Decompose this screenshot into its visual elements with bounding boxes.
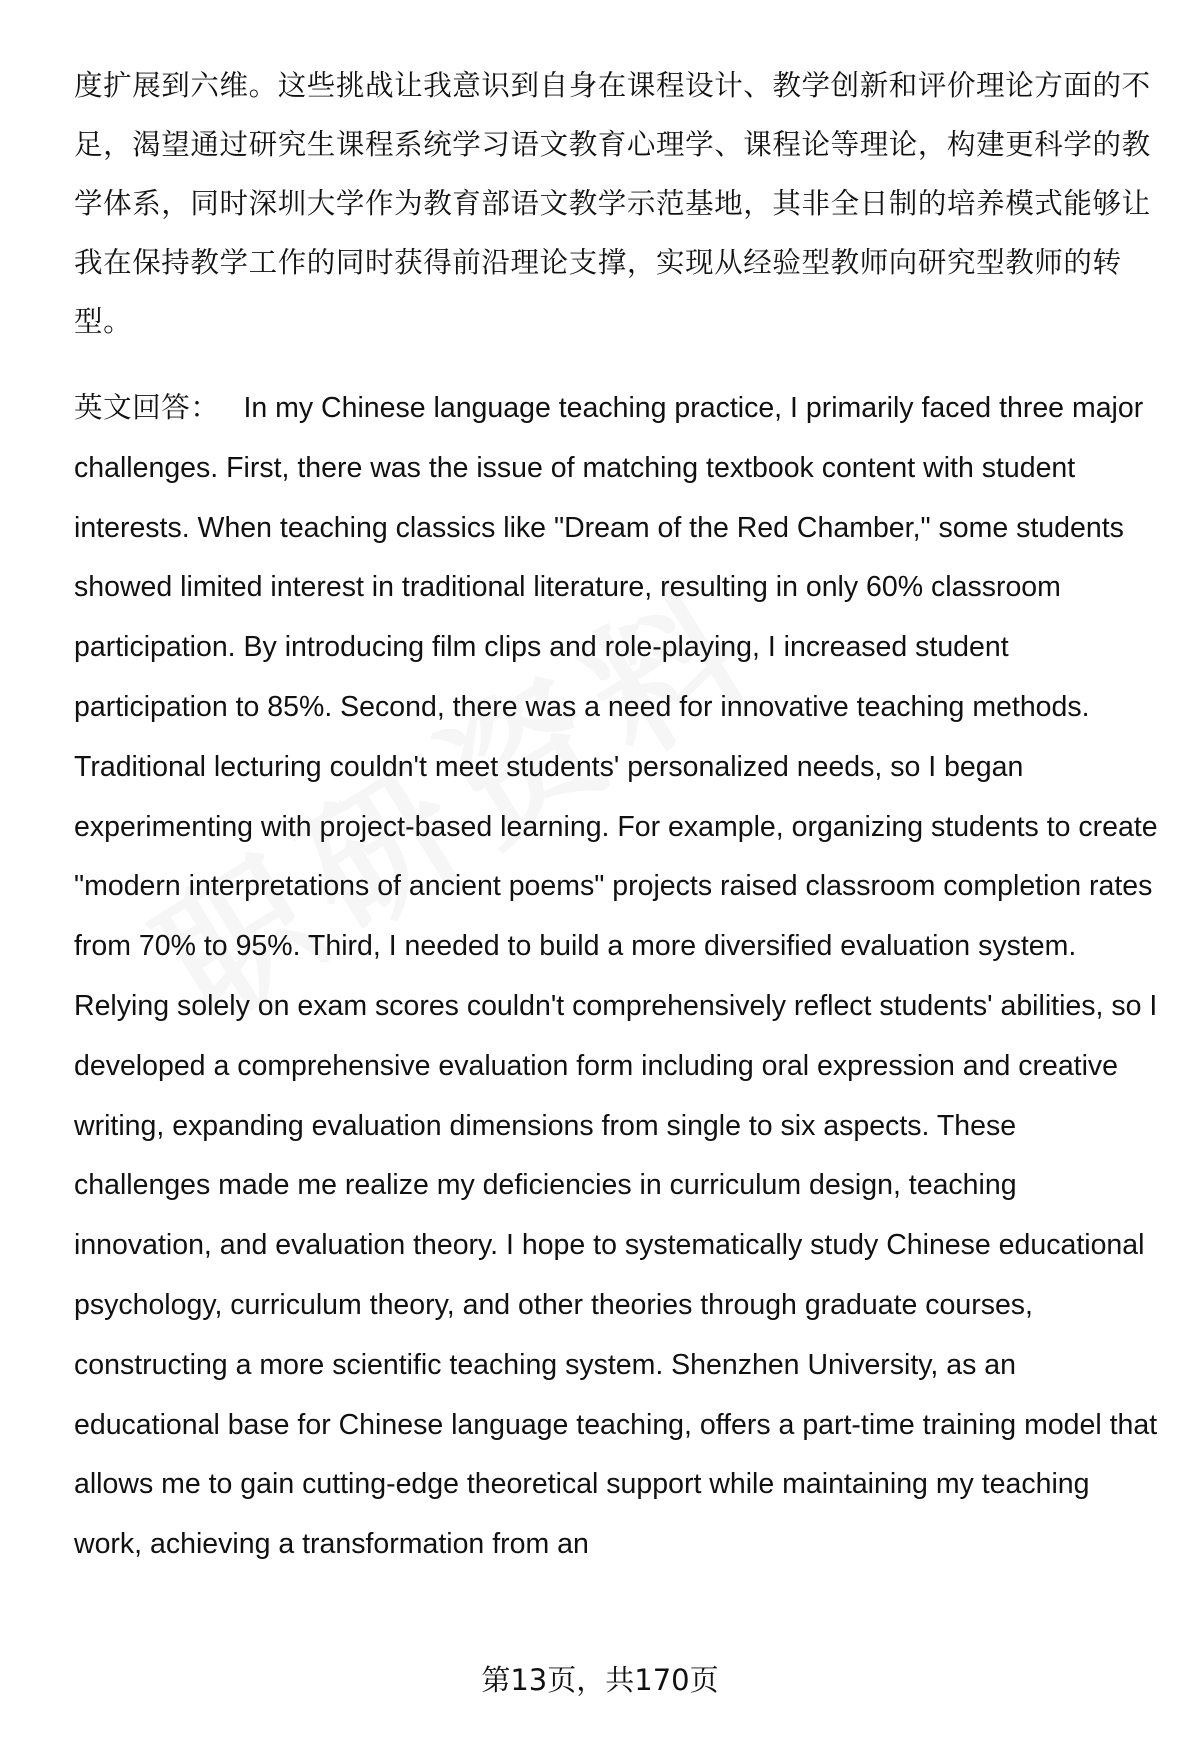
- page-number: 第13页，共170页: [481, 1663, 719, 1697]
- english-answer-label: 英文回答：: [74, 391, 220, 424]
- english-answer-text: In my Chinese language teaching practice, I primarily faced three major challenges. First, there was the issue of matching textbook content with student interests. When teaching classics like "Dream of the Red Chamber," some students showed limited interest in traditional literature, resulting in only 60% classroom participation. By introducing film clips and role-playing, I increased student participation to 85%. Second, there was a need for innovative teaching methods. Traditional lecturing couldn't meet students' personalized needs, so I began experimenting with project-based learning. For example, organizing students to create "modern interpretations of ancient poems" projects raised classroom completion rates from 70% to 95%. Third, I needed to build a more diversified evaluation system. Relying solely on exam scores couldn't comprehensively reflect students' abilities, so I developed a comprehensive evaluation form including oral expression and creative writing, expanding evaluation dimensions from single to six aspects. These challenges made me realize my deficiencies in curriculum design, teaching innovation, and evaluation theory. I hope to systematically study Chinese educational psychology, curriculum theory, and other theories through graduate courses, constructing a more scientific teaching system. Shenzhen University, as an educational base for Chinese language teaching, offers a part-time training model that allows me to gain cutting-edge theoretical support while maintaining my teaching work, achieving a transformation from an: [74, 392, 1158, 1561]
- chinese-paragraph: 度扩展到六维。这些挑战让我意识到自身在课程设计、教学创新和评价理论方面的不足，渴望通过研究生课程系统学习语文教育心理学、课程论等理论，构建更科学的教学体系，同时深圳大学作为教育部语文教学示范基地，其非全日制的培养模式能够让我在保持教学工作的同时获得前沿理论支撑，实现从经验型教师向研究型教师的转型。: [74, 69, 1151, 338]
- english-answer-block: [74, 378, 1160, 1575]
